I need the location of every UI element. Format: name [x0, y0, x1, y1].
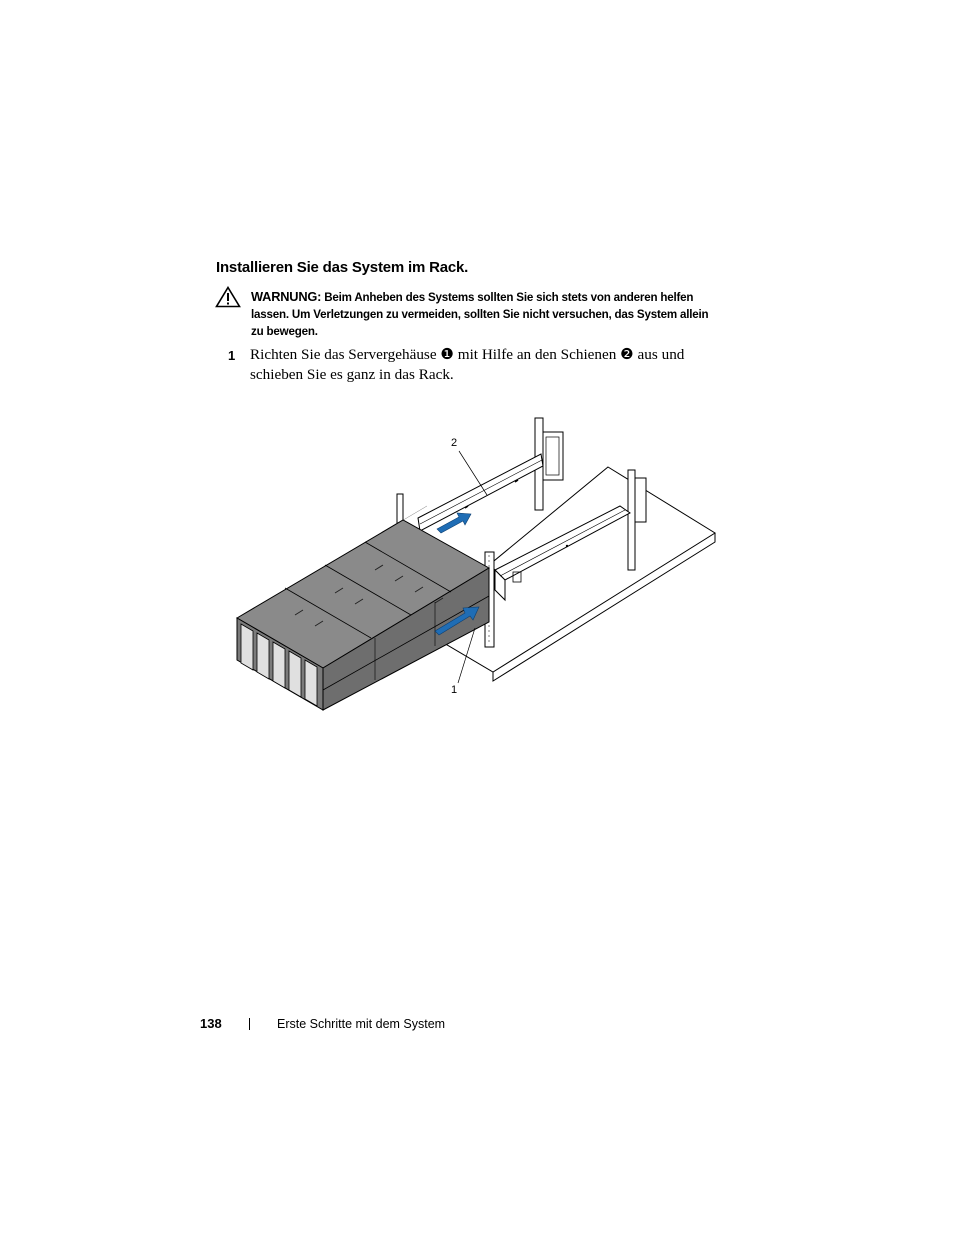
callout-2: 2	[451, 437, 458, 449]
rack-installation-illustration	[225, 410, 720, 715]
section-heading: Installieren Sie das System im Rack.	[216, 259, 469, 276]
warning-note	[251, 288, 711, 340]
step-text: Richten Sie das Servergehäuse ❶ mit Hilfe an den Schienen ❷ aus und schieben Sie es ganz in das Rack.	[250, 346, 685, 383]
page-number: 138	[200, 1016, 222, 1031]
callout-1: 1	[451, 684, 458, 696]
warning-triangle-icon	[215, 286, 241, 308]
footer-separator	[249, 1018, 250, 1030]
warning-label: WARNUNG:	[251, 289, 322, 304]
rail-left	[418, 454, 543, 531]
step-number: 1	[228, 348, 236, 363]
warning-text: Beim Anheben des Systems sollten Sie sich stets von anderen helfen lassen. Um Verletzungen zu vermeiden, sollten Sie nicht versuchen, das System allein zu bewegen.	[251, 291, 709, 338]
server-chassis	[237, 506, 489, 710]
callout-2-leader	[459, 451, 487, 495]
footer-title: Erste Schritte mit dem System	[277, 1017, 446, 1031]
